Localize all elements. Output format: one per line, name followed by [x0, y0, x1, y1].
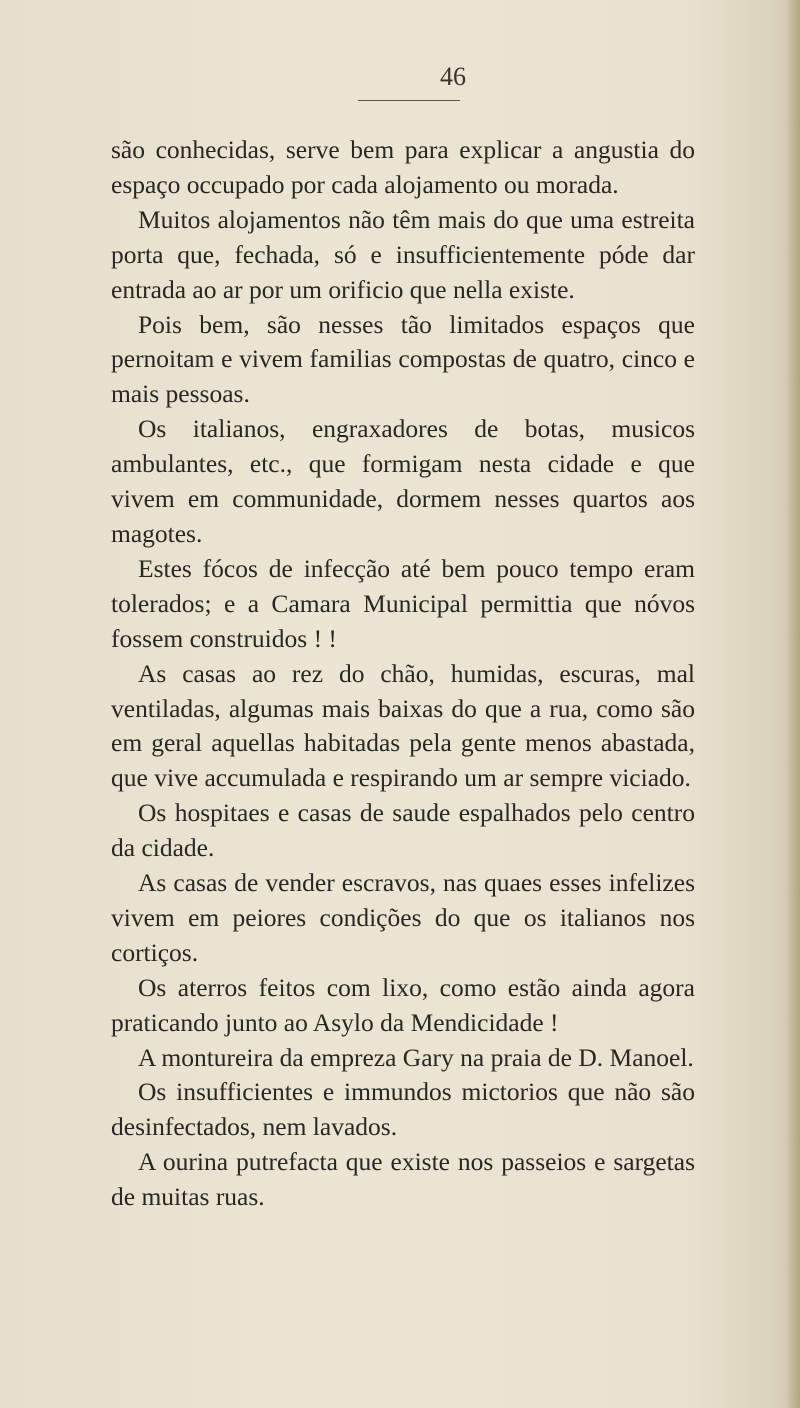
paragraph-2: Muitos alojamentos não têm mais do que uma estreita porta que, fechada, só e insufficientemente póde dar entrada ao ar por um orificio que nella existe.: [111, 204, 695, 304]
paragraph-4: Os italianos, engraxadores de botas, musicos ambulantes, etc., que formigam nesta cidade e que vivem em communidade, dormem nesses quartos aos magotes.: [111, 414, 695, 548]
paragraph-10: A montureira da empreza Gary na praia de D. Manoel.: [138, 1042, 694, 1072]
paragraph-6: As casas ao rez do chão, humidas, escuras, mal ventiladas, algumas mais baixas do que a rua, como são em geral aquellas habitadas pela gente menos abastada, que vive accumulada e respirando um ar sempre viciado.: [111, 658, 695, 793]
header-rule: [358, 100, 460, 101]
paragraph-8: As casas de vender escravos, nas quaes esses infelizes vivem em peiores condições do que os italianos nos cortiços.: [111, 868, 695, 967]
paragraph-9: Os aterros feitos com lixo, como estão ainda agora praticando junto ao Asylo da Mendicidade !: [111, 972, 695, 1037]
paragraph-7: Os hospitaes e casas de saude espalhados pelo centro da cidade.: [111, 798, 695, 863]
paragraph-5: Estes fócos de infecção até bem pouco tempo eram tolerados; e a Camara Municipal permittia que nóvos fossem construidos ! !: [111, 553, 695, 653]
body-text: [111, 133, 695, 1215]
paragraph-11: Os insufficientes e immundos mictorios que não são desinfectados, nem lavados.: [111, 1077, 695, 1142]
paragraph-1: são conhecidas, serve bem para explicar a angustia do espaço occupado por cada alojamento ou morada.: [111, 135, 695, 199]
paragraph-3: Pois bem, são nesses tão limitados espaços que pernoitam e vivem familias compostas de quatro, cinco e mais pessoas.: [111, 309, 695, 409]
paragraph-12: A ourina putrefacta que existe nos passeios e sargetas de muitas ruas.: [111, 1147, 695, 1212]
page-number: 46: [440, 62, 466, 91]
page-edge-shadow: [786, 0, 800, 1408]
